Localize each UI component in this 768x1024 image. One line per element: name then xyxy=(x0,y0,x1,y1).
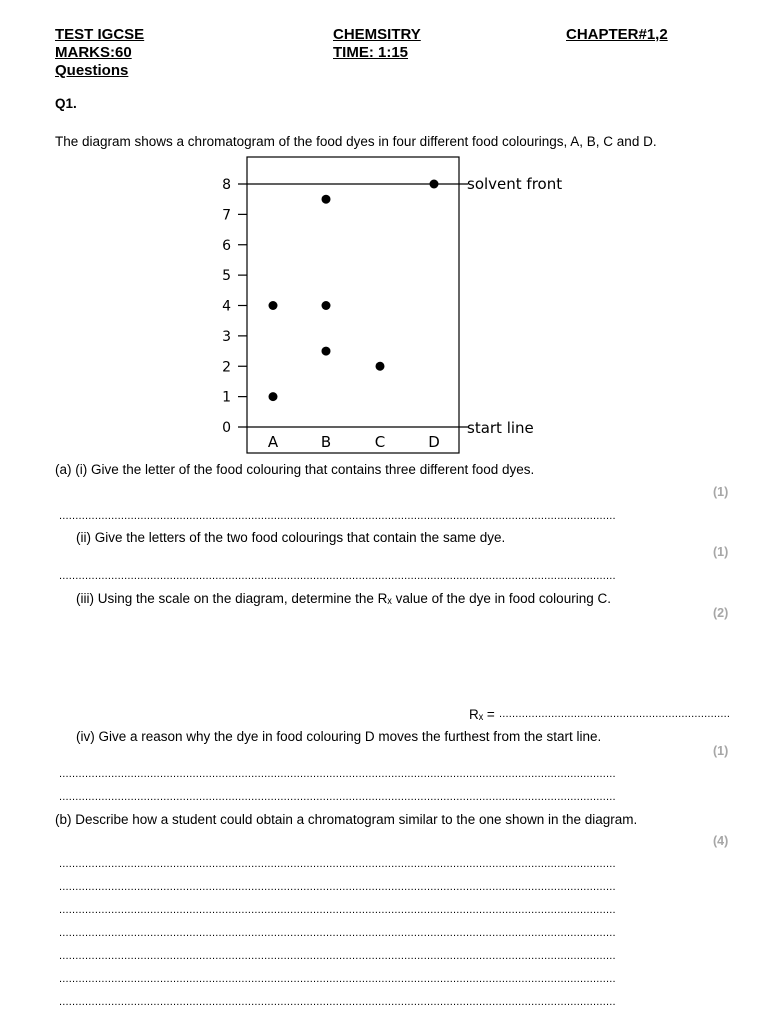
answer-line[interactable] xyxy=(59,793,615,803)
part-a-ii-text: (ii) Give the letters of the two food colourings that contain the same dye. xyxy=(76,530,506,545)
part-a-i-mark: (1) xyxy=(713,485,729,499)
chromatogram-chart xyxy=(200,150,580,460)
question-intro: The diagram shows a chromatogram of the food dyes in four different food colourings, A, B, C and D. xyxy=(55,134,657,149)
subject-label: CHEMSITRY xyxy=(333,26,421,43)
dye-spot xyxy=(430,180,439,189)
y-tick-label: 6 xyxy=(222,237,231,254)
answer-line[interactable] xyxy=(59,770,615,780)
y-tick-label: 1 xyxy=(222,389,231,406)
part-a-iv-mark: (1) xyxy=(713,744,729,758)
x-category-label: A xyxy=(267,433,279,451)
dye-spot xyxy=(376,362,385,371)
answer-line[interactable] xyxy=(59,952,615,962)
part-a-i-text: (a) (i) Give the letter of the food colouring that contains three different food dyes. xyxy=(55,462,535,477)
part-a-iii-text: (iii) Using the scale on the diagram, determine the Rₓ value of the dye in food colouring C. xyxy=(76,591,611,606)
start-line-label: start line xyxy=(467,419,534,437)
answer-line[interactable] xyxy=(59,512,615,522)
x-axis-categories xyxy=(268,433,440,451)
part-a-iii-mark: (2) xyxy=(713,606,729,620)
part-b-text: (b) Describe how a student could obtain a chromatogram similar to the one shown in the diagram. xyxy=(55,812,638,827)
answer-line[interactable] xyxy=(59,883,615,893)
solvent-front-label: solvent front xyxy=(467,175,563,193)
answer-line[interactable] xyxy=(59,906,615,916)
answer-line[interactable] xyxy=(59,860,615,870)
chapter-label: CHAPTER#1,2 xyxy=(566,26,668,43)
y-tick-label: 8 xyxy=(222,177,231,193)
chromatogram-frame xyxy=(247,157,459,453)
answer-line[interactable] xyxy=(59,929,615,939)
y-tick-label: 2 xyxy=(222,359,231,376)
questions-label: Questions xyxy=(55,62,129,79)
x-category-label: D xyxy=(428,433,440,451)
y-tick-label: 0 xyxy=(222,420,231,436)
y-tick-label: 4 xyxy=(222,298,231,315)
test-title: TEST IGCSE xyxy=(55,26,145,43)
answer-line[interactable] xyxy=(59,975,615,985)
dye-spot xyxy=(269,392,278,401)
y-tick-label: 7 xyxy=(222,207,231,224)
rf-answer-label: Rₓ = xyxy=(469,707,495,722)
dye-spot xyxy=(322,301,331,310)
dye-spot xyxy=(322,195,331,204)
rf-answer-line[interactable] xyxy=(499,710,731,720)
y-axis-ticks xyxy=(222,177,247,436)
answer-line[interactable] xyxy=(59,572,615,582)
y-tick-label: 5 xyxy=(222,268,231,285)
answer-line[interactable] xyxy=(59,998,615,1008)
dye-spot xyxy=(322,347,331,356)
part-a-ii-mark: (1) xyxy=(713,545,729,559)
question-number: Q1. xyxy=(55,96,77,111)
part-a-iv-text: (iv) Give a reason why the dye in food colouring D moves the furthest from the start line. xyxy=(76,729,602,744)
x-category-label: C xyxy=(374,433,386,451)
marks-label: MARKS:60 xyxy=(55,44,132,61)
y-tick-label: 3 xyxy=(222,328,231,345)
time-label: TIME: 1:15 xyxy=(333,44,409,61)
x-category-label: B xyxy=(320,433,332,451)
dye-spot xyxy=(269,301,278,310)
part-b-mark: (4) xyxy=(713,834,729,848)
dye-spots xyxy=(269,180,439,402)
